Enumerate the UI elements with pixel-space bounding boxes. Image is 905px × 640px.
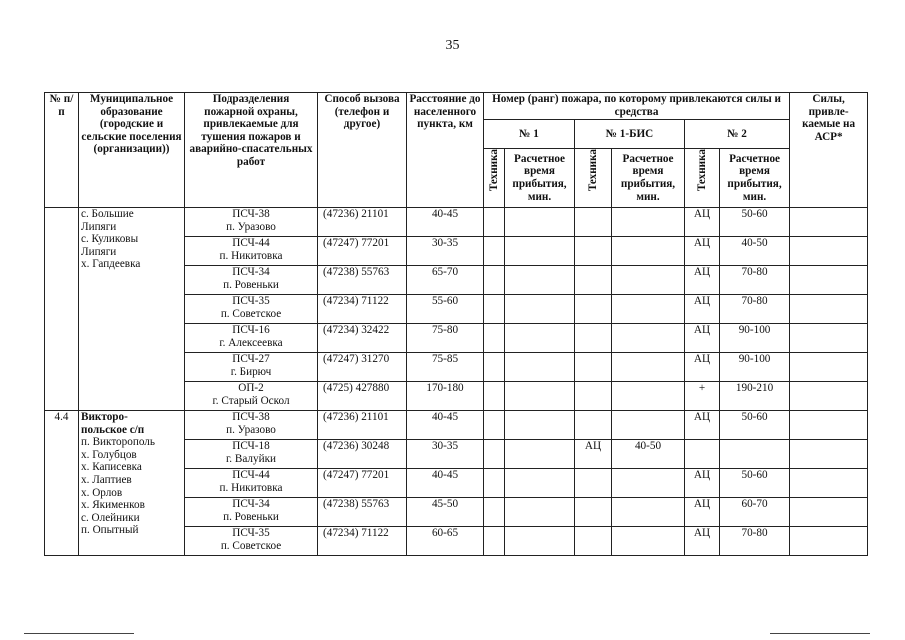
call-cell: (47234) 32422 <box>318 324 407 353</box>
rank1bis-equipment-cell <box>575 411 612 440</box>
header-call: Способ вызова (телефон и другое) <box>318 93 407 208</box>
distance-cell: 75-80 <box>407 324 484 353</box>
rank1bis-equipment-cell <box>575 469 612 498</box>
asr-cell <box>790 411 868 440</box>
unit-cell <box>185 266 318 295</box>
unit-location: г. Бирюч <box>230 365 272 378</box>
asr-cell <box>790 382 868 411</box>
rank1bis-arrival-cell <box>612 411 685 440</box>
rank2-arrival-cell: 60-70 <box>720 498 790 527</box>
page-number: 35 <box>445 38 460 53</box>
rank2-equipment-cell: АЦ <box>685 411 720 440</box>
unit-name: ПСЧ-16 <box>232 324 270 336</box>
unit-name: ОП-2 <box>238 382 264 394</box>
rank2-arrival-cell: 50-60 <box>720 411 790 440</box>
header-units: Подразделения пожарной охраны, привлекаемые для тушения пожаров и аварийно-спасательных работ <box>185 93 318 208</box>
municipality-line: х. Каписевка <box>81 461 142 474</box>
distance-cell: 65-70 <box>407 266 484 295</box>
rank2-equipment-cell: АЦ <box>685 237 720 266</box>
rank1bis-equipment-cell <box>575 208 612 237</box>
rank1-equipment-cell <box>484 353 505 382</box>
rank1-equipment-cell <box>484 440 505 469</box>
rank2-equipment-cell <box>685 440 720 469</box>
rank2-equipment-cell: + <box>685 382 720 411</box>
unit-name: ПСЧ-38 <box>232 411 270 423</box>
rank2-equipment-cell: АЦ <box>685 324 720 353</box>
unit-cell <box>185 324 318 353</box>
rank2-arrival-cell <box>720 440 790 469</box>
asr-cell <box>790 498 868 527</box>
rank1-arrival-cell <box>505 208 575 237</box>
municipality-line: х. Лаптиев <box>81 473 132 486</box>
rank2-arrival-cell: 190-210 <box>720 382 790 411</box>
unit-location: п. Уразово <box>226 220 276 233</box>
call-cell: (4725) 427880 <box>318 382 407 411</box>
unit-name: ПСЧ-38 <box>232 208 270 220</box>
distance-cell: 170-180 <box>407 382 484 411</box>
distance-cell: 30-35 <box>407 440 484 469</box>
rank2-arrival-cell: 90-100 <box>720 353 790 382</box>
rank1bis-equipment-cell: АЦ <box>575 440 612 469</box>
table-row <box>45 208 868 237</box>
municipality-line: х. Орлов <box>81 486 123 499</box>
municipality-line: Липяги <box>81 245 117 258</box>
rank2-arrival-cell: 70-80 <box>720 527 790 556</box>
rank1bis-arrival-cell <box>612 295 685 324</box>
distance-cell: 40-45 <box>407 208 484 237</box>
rank1bis-arrival-cell <box>612 237 685 266</box>
municipality-cell <box>79 208 185 411</box>
municipality-line: Викторо- <box>81 411 128 423</box>
unit-name: ПСЧ-44 <box>232 469 270 481</box>
unit-cell <box>185 353 318 382</box>
call-cell: (47236) 21101 <box>318 208 407 237</box>
rank1-equipment-cell <box>484 295 505 324</box>
rank2-equipment-cell: АЦ <box>685 295 720 324</box>
call-cell: (47238) 55763 <box>318 266 407 295</box>
distance-cell: 30-35 <box>407 237 484 266</box>
header-equipment-1: Техника <box>484 149 505 208</box>
unit-cell <box>185 527 318 556</box>
asr-cell <box>790 353 868 382</box>
rank1-arrival-cell <box>505 353 575 382</box>
rank1-arrival-cell <box>505 498 575 527</box>
rank1-arrival-cell <box>505 527 575 556</box>
rank1-arrival-cell <box>505 324 575 353</box>
unit-name: ПСЧ-44 <box>232 237 270 249</box>
unit-location: г. Алексеевка <box>219 336 283 349</box>
asr-cell <box>790 440 868 469</box>
rank1-arrival-cell <box>505 266 575 295</box>
rank2-equipment-cell: АЦ <box>685 266 720 295</box>
call-cell: (47234) 71122 <box>318 527 407 556</box>
table-row <box>45 411 868 440</box>
unit-name: ПСЧ-34 <box>232 266 270 278</box>
rank1-arrival-cell <box>505 411 575 440</box>
asr-cell <box>790 324 868 353</box>
unit-cell <box>185 440 318 469</box>
distance-cell: 40-45 <box>407 411 484 440</box>
call-cell: (47247) 77201 <box>318 469 407 498</box>
call-cell: (47236) 21101 <box>318 411 407 440</box>
distance-cell: 75-85 <box>407 353 484 382</box>
rank1bis-arrival-cell <box>612 208 685 237</box>
asr-cell <box>790 527 868 556</box>
rank1bis-arrival-cell: 40-50 <box>612 440 685 469</box>
footer-rule-left <box>24 633 134 634</box>
call-cell: (47247) 77201 <box>318 237 407 266</box>
header-distance: Расстояние до населенного пункта, км <box>407 93 484 208</box>
unit-cell <box>185 208 318 237</box>
unit-name: ПСЧ-18 <box>232 440 270 452</box>
rank2-arrival-cell: 70-80 <box>720 295 790 324</box>
municipality-line: п. Опытный <box>81 524 139 537</box>
row-number <box>45 208 79 411</box>
footer-rule-right <box>770 633 870 634</box>
header-equipment-1bis: Техника <box>575 149 612 208</box>
municipality-line: Липяги <box>81 220 117 233</box>
header-municipality: Муниципальное образование (городские и сельские поселения (организации)) <box>79 93 185 208</box>
unit-location: п. Советское <box>220 539 282 552</box>
municipality-line: х. Голубцов <box>81 448 137 461</box>
row-number: 4.4 <box>45 411 79 556</box>
rank2-arrival-cell: 50-60 <box>720 208 790 237</box>
unit-cell <box>185 411 318 440</box>
rank1bis-arrival-cell <box>612 469 685 498</box>
rank1bis-equipment-cell <box>575 527 612 556</box>
header-arrival-1bis: Расчетное время прибытия, мин. <box>612 149 685 208</box>
rank1bis-equipment-cell <box>575 266 612 295</box>
rank2-equipment-cell: АЦ <box>685 498 720 527</box>
rank1-equipment-cell <box>484 208 505 237</box>
rank1bis-equipment-cell <box>575 237 612 266</box>
rank2-arrival-cell: 70-80 <box>720 266 790 295</box>
asr-cell <box>790 237 868 266</box>
distance-cell: 60-65 <box>407 527 484 556</box>
municipality-line: х. Якименков <box>81 499 145 512</box>
call-cell: (47236) 30248 <box>318 440 407 469</box>
asr-cell <box>790 266 868 295</box>
asr-cell <box>790 469 868 498</box>
rank1-equipment-cell <box>484 382 505 411</box>
unit-location: п. Ровеньки <box>223 278 279 291</box>
rank1bis-equipment-cell <box>575 353 612 382</box>
header-rank-1: № 1 <box>484 120 575 149</box>
unit-cell <box>185 498 318 527</box>
municipality-line: польское с/п <box>81 423 145 436</box>
rank2-equipment-cell: АЦ <box>685 208 720 237</box>
rank1-arrival-cell <box>505 440 575 469</box>
call-cell: (47234) 71122 <box>318 295 407 324</box>
unit-location: г. Валуйки <box>225 452 277 465</box>
municipality-line: п. Викторополь <box>81 436 155 449</box>
rank1-equipment-cell <box>484 527 505 556</box>
header-row-1 <box>45 93 868 120</box>
unit-cell <box>185 237 318 266</box>
municipality-cell <box>79 411 185 556</box>
rank1-arrival-cell <box>505 237 575 266</box>
unit-cell <box>185 295 318 324</box>
unit-name: ПСЧ-27 <box>232 353 270 365</box>
rank1-equipment-cell <box>484 324 505 353</box>
header-rank-2: № 2 <box>685 120 790 149</box>
header-rank: Номер (ранг) пожара, по которому привлекаются силы и средства <box>484 93 790 120</box>
municipality-line: с. Большие <box>81 208 134 220</box>
distance-cell: 45-50 <box>407 498 484 527</box>
rank2-equipment-cell: АЦ <box>685 527 720 556</box>
asr-cell <box>790 208 868 237</box>
unit-location: п. Советское <box>220 307 282 320</box>
distance-cell: 40-45 <box>407 469 484 498</box>
header-arrival-1: Расчетное время прибытия, мин. <box>505 149 575 208</box>
header-arrival-2: Расчетное время прибытия, мин. <box>720 149 790 208</box>
unit-cell <box>185 382 318 411</box>
rank1bis-arrival-cell <box>612 266 685 295</box>
header-num: № п/п <box>45 93 79 208</box>
rank1bis-equipment-cell <box>575 295 612 324</box>
rank1bis-equipment-cell <box>575 382 612 411</box>
rank2-equipment-cell: АЦ <box>685 353 720 382</box>
municipality-line: х. Гапдеевка <box>81 258 141 271</box>
rank1-arrival-cell <box>505 295 575 324</box>
rank2-arrival-cell: 90-100 <box>720 324 790 353</box>
unit-location: п. Никитовка <box>219 481 283 494</box>
header-asr: Силы, привле-каемые на АСР* <box>790 93 868 208</box>
rank1-arrival-cell <box>505 469 575 498</box>
unit-name: ПСЧ-34 <box>232 498 270 510</box>
rank1-equipment-cell <box>484 469 505 498</box>
rank1bis-arrival-cell <box>612 382 685 411</box>
rank1bis-arrival-cell <box>612 498 685 527</box>
call-cell: (47247) 31270 <box>318 353 407 382</box>
unit-location: п. Ровеньки <box>223 510 279 523</box>
asr-cell <box>790 295 868 324</box>
rank1-equipment-cell <box>484 411 505 440</box>
header-rank-1bis: № 1-БИС <box>575 120 685 149</box>
rank1-arrival-cell <box>505 382 575 411</box>
unit-name: ПСЧ-35 <box>232 295 270 307</box>
forces-table <box>44 92 868 556</box>
rank1bis-arrival-cell <box>612 527 685 556</box>
distance-cell: 55-60 <box>407 295 484 324</box>
rank2-arrival-cell: 40-50 <box>720 237 790 266</box>
municipality-line: с. Олейники <box>81 511 140 524</box>
unit-name: ПСЧ-35 <box>232 527 270 539</box>
rank1bis-equipment-cell <box>575 324 612 353</box>
unit-cell <box>185 469 318 498</box>
rank1-equipment-cell <box>484 498 505 527</box>
rank2-arrival-cell: 50-60 <box>720 469 790 498</box>
unit-location: п. Уразово <box>226 423 276 436</box>
rank1-equipment-cell <box>484 237 505 266</box>
rank1bis-equipment-cell <box>575 498 612 527</box>
municipality-line: с. Куликовы <box>81 233 139 246</box>
unit-location: п. Никитовка <box>219 249 283 262</box>
unit-location: г. Старый Оскол <box>212 394 290 407</box>
rank1-equipment-cell <box>484 266 505 295</box>
rank2-equipment-cell: АЦ <box>685 469 720 498</box>
call-cell: (47238) 55763 <box>318 498 407 527</box>
header-equipment-2: Техника <box>685 149 720 208</box>
rank1bis-arrival-cell <box>612 353 685 382</box>
rank1bis-arrival-cell <box>612 324 685 353</box>
